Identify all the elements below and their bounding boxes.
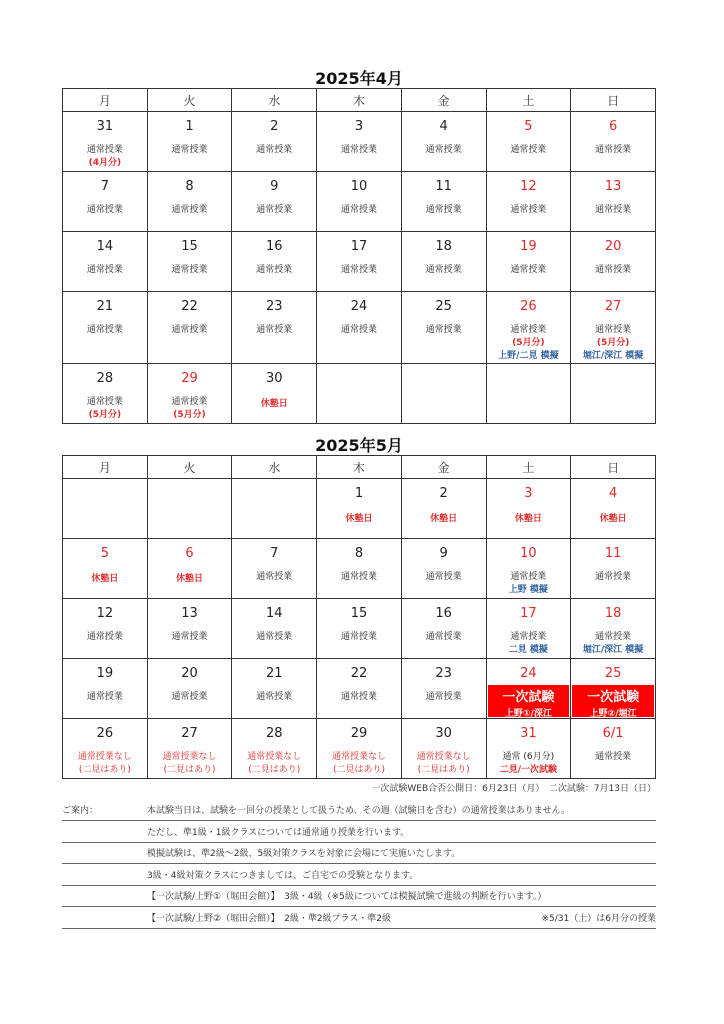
weekday-header: 金 (401, 456, 486, 479)
day-number: 29 (181, 371, 198, 386)
cell-note: 通常授業 (510, 265, 547, 275)
week-row (63, 232, 656, 292)
day-cell (571, 292, 656, 364)
day-number: 10 (520, 546, 537, 561)
cell-note: 通常授業 (340, 145, 377, 155)
cell-note: 通常授業 (425, 632, 462, 642)
day-cell (401, 599, 486, 659)
day-cell (147, 599, 232, 659)
cell-note: 通常授業 (510, 205, 547, 215)
day-cell (317, 172, 402, 232)
cell-note: 通常授業 (340, 265, 377, 275)
cell-note: 通常授業 (256, 692, 293, 702)
day-cell (147, 479, 232, 539)
cell-note: 通常授業 (171, 205, 208, 215)
day-cell (63, 112, 148, 172)
day-number: 26 (96, 726, 114, 741)
day-number: 14 (265, 606, 283, 621)
cell-note: 通常授業 (256, 572, 293, 582)
may-calendar (62, 455, 656, 779)
closed-day-label: 休塾日 (599, 514, 627, 524)
cell-note: (5月分) (596, 338, 630, 348)
day-number: 23 (435, 666, 452, 681)
cell-note: (5月分) (173, 410, 206, 420)
mock-exam-label: 上野/二見 模擬 (498, 351, 559, 361)
info-text: 本試験当日は、試験を一回分の授業として扱うため、その週（試験日を含む）の通常授業はありません。 (147, 806, 571, 816)
day-cell (63, 599, 148, 659)
cell-note: 通常授業 (86, 325, 123, 335)
cell-note: 通常授業 (425, 145, 462, 155)
info-line (62, 843, 656, 864)
cell-note: 通常授業 (425, 572, 462, 582)
day-cell (486, 479, 571, 539)
day-cell (232, 539, 317, 599)
day-cell (63, 232, 148, 292)
day-cell (232, 599, 317, 659)
info-text: 3級・4級対策クラスにつきましては、ご自宅での受験となります。 (147, 870, 419, 881)
cell-note: 通常授業 (595, 145, 632, 155)
cell-note: 通常授業なし (77, 752, 132, 762)
cell-note: 通常授業 (86, 265, 123, 275)
info-text: ただし、準1級・1級クラスについては通常通り授業を行います。 (147, 827, 410, 838)
cell-note: 通常授業 (171, 692, 208, 702)
day-cell (571, 479, 656, 539)
cell-note: 通常授業 (340, 325, 377, 335)
weekday-header: 日 (571, 456, 656, 479)
cell-note: 通常授業 (340, 632, 377, 642)
cell-note: (二見はあり) (332, 765, 385, 775)
day-cell (317, 292, 402, 364)
day-cell (486, 599, 571, 659)
day-number: 7 (100, 179, 109, 194)
day-number: 22 (350, 666, 368, 681)
week-row (63, 364, 656, 424)
day-cell (63, 292, 148, 364)
week-row (63, 599, 656, 659)
day-cell (63, 364, 148, 424)
cell-note: 通常授業 (86, 145, 123, 155)
day-number: 6/1 (602, 726, 624, 741)
closed-day-label: 休塾日 (514, 514, 542, 524)
cell-note: 通常授業 (86, 205, 123, 215)
day-number: 11 (604, 546, 622, 561)
day-cell (317, 599, 402, 659)
cell-note: 通常授業 (256, 325, 293, 335)
cell-note: 通常授業 (171, 265, 208, 275)
day-number: 21 (96, 299, 114, 314)
day-number: 19 (96, 666, 114, 681)
cell-note: 通常授業なし (247, 752, 302, 762)
week-row (63, 479, 656, 539)
week-row (63, 719, 656, 779)
day-cell (317, 719, 402, 779)
exam-box (572, 685, 654, 717)
day-cell (486, 292, 571, 364)
day-cell (147, 112, 232, 172)
day-number: 31 (96, 119, 114, 134)
day-cell (401, 364, 486, 424)
weekday-header: 土 (486, 456, 571, 479)
day-cell (63, 539, 148, 599)
day-number: 31 (520, 726, 537, 741)
day-cell (232, 232, 317, 292)
day-number: 28 (96, 371, 114, 386)
day-cell (571, 112, 656, 172)
weekday-header: 水 (232, 89, 317, 112)
day-cell (63, 659, 148, 719)
day-number: 25 (435, 299, 452, 314)
cell-note: 通常授業 (171, 145, 208, 155)
day-cell (486, 659, 571, 719)
weekday-header: 木 (317, 456, 402, 479)
day-cell (147, 719, 232, 779)
cell-note: 通常授業なし (331, 752, 386, 762)
day-number: 18 (604, 606, 622, 621)
day-number: 19 (520, 239, 537, 254)
day-number: 1 (354, 486, 364, 501)
day-cell (317, 112, 402, 172)
day-number: 22 (181, 299, 198, 314)
day-cell (571, 232, 656, 292)
weekday-header: 水 (232, 456, 317, 479)
cell-note: 通常授業 (595, 325, 632, 335)
info-line (62, 865, 656, 886)
day-cell (63, 172, 148, 232)
exam-box (488, 685, 570, 717)
weekday-header: 日 (571, 89, 656, 112)
cell-note: 通常授業 (595, 572, 632, 582)
day-number: 5 (524, 119, 533, 134)
weekday-header: 金 (401, 89, 486, 112)
day-number: 27 (604, 299, 622, 314)
cell-note: 通常授業 (340, 572, 377, 582)
exam-schedule-note: 一次試験WEB合否公開日：6月23日（月） 二次試験：7月13日（日） (371, 784, 656, 794)
day-cell (147, 364, 232, 424)
cell-note: 通常授業なし (162, 752, 217, 762)
day-number: 30 (265, 371, 283, 386)
cell-note: 通常授業 (256, 145, 293, 155)
week-row (63, 172, 656, 232)
closed-day-label: 休塾日 (260, 399, 288, 409)
day-cell (63, 479, 148, 539)
week-row (63, 539, 656, 599)
week-row (63, 292, 656, 364)
day-number: 20 (604, 239, 622, 254)
closed-day-label: 休塾日 (91, 574, 119, 584)
day-number: 8 (354, 546, 364, 561)
day-cell (147, 172, 232, 232)
day-cell (232, 364, 317, 424)
day-number: 2 (439, 486, 448, 501)
day-cell (571, 172, 656, 232)
cell-note: 通常授業 (510, 572, 547, 582)
day-number: 2 (270, 119, 279, 134)
weekday-header: 土 (486, 89, 571, 112)
day-cell (486, 112, 571, 172)
day-number: 27 (181, 726, 198, 741)
day-cell (486, 719, 571, 779)
day-number: 16 (265, 239, 283, 254)
day-cell (147, 232, 232, 292)
closed-day-label: 休塾日 (176, 574, 204, 584)
info-label: ご案内： (62, 806, 99, 816)
day-cell (401, 112, 486, 172)
day-cell (147, 292, 232, 364)
day-number: 5 (100, 546, 109, 561)
day-number: 10 (350, 179, 368, 194)
cell-note: 通常授業 (425, 692, 462, 702)
day-cell (571, 539, 656, 599)
day-number: 17 (520, 606, 537, 621)
day-cell (317, 539, 402, 599)
day-cell (401, 292, 486, 364)
day-number: 4 (608, 486, 618, 501)
weekday-header: 木 (317, 89, 402, 112)
day-number: 25 (604, 666, 622, 681)
day-number: 28 (265, 726, 283, 741)
day-number: 6 (185, 546, 194, 561)
weekday-header-row (63, 89, 656, 112)
cell-note: 通常授業 (595, 205, 632, 215)
day-cell (232, 292, 317, 364)
weekday-header: 月 (63, 456, 148, 479)
day-cell (571, 599, 656, 659)
day-number: 18 (435, 239, 452, 254)
cell-note: 通常授業 (86, 397, 123, 407)
day-cell (571, 719, 656, 779)
day-number: 4 (439, 119, 448, 134)
day-number: 23 (265, 299, 283, 314)
day-cell (232, 659, 317, 719)
cell-note: 通常授業 (171, 397, 208, 407)
day-cell (317, 479, 402, 539)
cell-note: (4月分) (88, 158, 122, 168)
closed-day-label: 休塾日 (345, 514, 373, 524)
mock-exam-label: 堀江/深江 模擬 (582, 645, 644, 655)
cell-note: 通常授業 (425, 205, 462, 215)
day-number: 6 (608, 119, 618, 134)
day-number: 8 (185, 179, 194, 194)
day-cell (147, 659, 232, 719)
cell-note: 通常授業 (86, 692, 123, 702)
cell-note: 通常授業 (256, 205, 293, 215)
day-cell (401, 659, 486, 719)
day-number: 21 (265, 666, 283, 681)
cell-note: (5月分) (88, 410, 122, 420)
mock-exam-label: 上野 模擬 (508, 585, 548, 595)
day-number: 16 (435, 606, 452, 621)
day-cell (232, 719, 317, 779)
day-cell (317, 232, 402, 292)
cell-note: 通常授業なし (416, 752, 471, 762)
cell-note: (二見はあり) (163, 765, 216, 775)
day-cell (486, 172, 571, 232)
day-number: 12 (96, 606, 114, 621)
day-cell (147, 539, 232, 599)
day-cell (486, 232, 571, 292)
day-number: 20 (181, 666, 198, 681)
cell-note: 通常授業 (86, 632, 123, 642)
day-number: 9 (270, 179, 279, 194)
day-number: 7 (270, 546, 279, 561)
day-number: 1 (185, 119, 194, 134)
day-cell (401, 232, 486, 292)
week-row (63, 659, 656, 719)
cell-note: 通常授業 (425, 265, 462, 275)
cell-note: 通常授業 (425, 325, 462, 335)
cell-note: 通常授業 (510, 325, 547, 335)
day-cell (401, 539, 486, 599)
day-number: 24 (350, 299, 368, 314)
day-cell (317, 364, 402, 424)
info-right-note: ※5/31（土）は6月分の授業 (541, 913, 656, 924)
cell-note: (二見はあり) (248, 765, 301, 775)
day-cell (571, 659, 656, 719)
april-title: 2025年4月 (315, 69, 403, 88)
day-number: 14 (96, 239, 114, 254)
day-number: 13 (604, 179, 622, 194)
cell-note: 通常授業 (595, 632, 632, 642)
exam-venue: 上野②/堀江 (589, 709, 637, 719)
exam-title: 一次試験 (502, 690, 555, 705)
info-text: 【一次試験/上野①（堀田会館）】 3級・4級（※5級については模擬試験で進級の判断を行います。） (147, 892, 547, 902)
day-number: 15 (350, 606, 368, 621)
weekday-header: 月 (63, 89, 148, 112)
day-number: 24 (520, 666, 537, 681)
cell-note: 通常授業 (595, 265, 632, 275)
info-line (62, 908, 656, 929)
closed-day-label: 休塾日 (430, 514, 458, 524)
day-number: 15 (181, 239, 198, 254)
day-cell (232, 479, 317, 539)
day-number: 9 (439, 546, 448, 561)
day-cell (232, 112, 317, 172)
exam-venue: 上野①/深江 (504, 709, 552, 719)
info-line (62, 800, 656, 821)
cell-note: (5月分) (512, 338, 545, 348)
info-line (62, 822, 656, 843)
cell-note: 通常授業 (340, 205, 377, 215)
day-cell (486, 364, 571, 424)
cell-note: 通常授業 (510, 632, 547, 642)
day-cell (571, 364, 656, 424)
mock-exam-label: 堀江/深江 模擬 (582, 351, 644, 361)
april-calendar (62, 88, 656, 424)
week-row (63, 112, 656, 172)
cell-note: 通常授業 (256, 265, 293, 275)
day-cell (232, 172, 317, 232)
cell-note: 通常 (6月分) (502, 752, 555, 762)
day-cell (401, 172, 486, 232)
may-title: 2025年5月 (315, 436, 403, 455)
day-number: 3 (524, 486, 533, 501)
day-number: 12 (520, 179, 537, 194)
day-number: 30 (435, 726, 452, 741)
cell-note: 通常授業 (595, 752, 632, 762)
day-cell (63, 719, 148, 779)
day-cell (401, 479, 486, 539)
cell-note: (二見はあり) (417, 765, 470, 775)
cell-note: 通常授業 (510, 145, 547, 155)
cell-note: 通常授業 (256, 632, 293, 642)
day-cell (401, 719, 486, 779)
cell-note: 通常授業 (171, 325, 208, 335)
cell-note: (二見はあり) (78, 765, 131, 775)
day-number: 29 (350, 726, 368, 741)
weekday-header: 火 (147, 89, 232, 112)
weekday-header: 火 (147, 456, 232, 479)
weekday-header-row (63, 456, 656, 479)
day-number: 11 (435, 179, 452, 194)
day-number: 26 (520, 299, 537, 314)
day-number: 13 (181, 606, 198, 621)
day-number: 17 (350, 239, 368, 254)
day-number: 3 (354, 119, 364, 134)
mock-exam-label: 二見 模擬 (508, 645, 548, 655)
info-text: 模擬試験は、準2級～2級、5級対策クラスを対象に会場にて実施いたします。 (147, 849, 461, 859)
day-cell (317, 659, 402, 719)
info-line (62, 886, 656, 907)
cell-note: 二見/一次試験 (499, 765, 558, 775)
exam-title: 一次試験 (587, 690, 640, 705)
day-cell (486, 539, 571, 599)
info-text: 【一次試験/上野②（堀田会館）】 2級・準2級プラス・準2級 (147, 913, 392, 924)
cell-note: 通常授業 (171, 632, 208, 642)
cell-note: 通常授業 (340, 692, 377, 702)
